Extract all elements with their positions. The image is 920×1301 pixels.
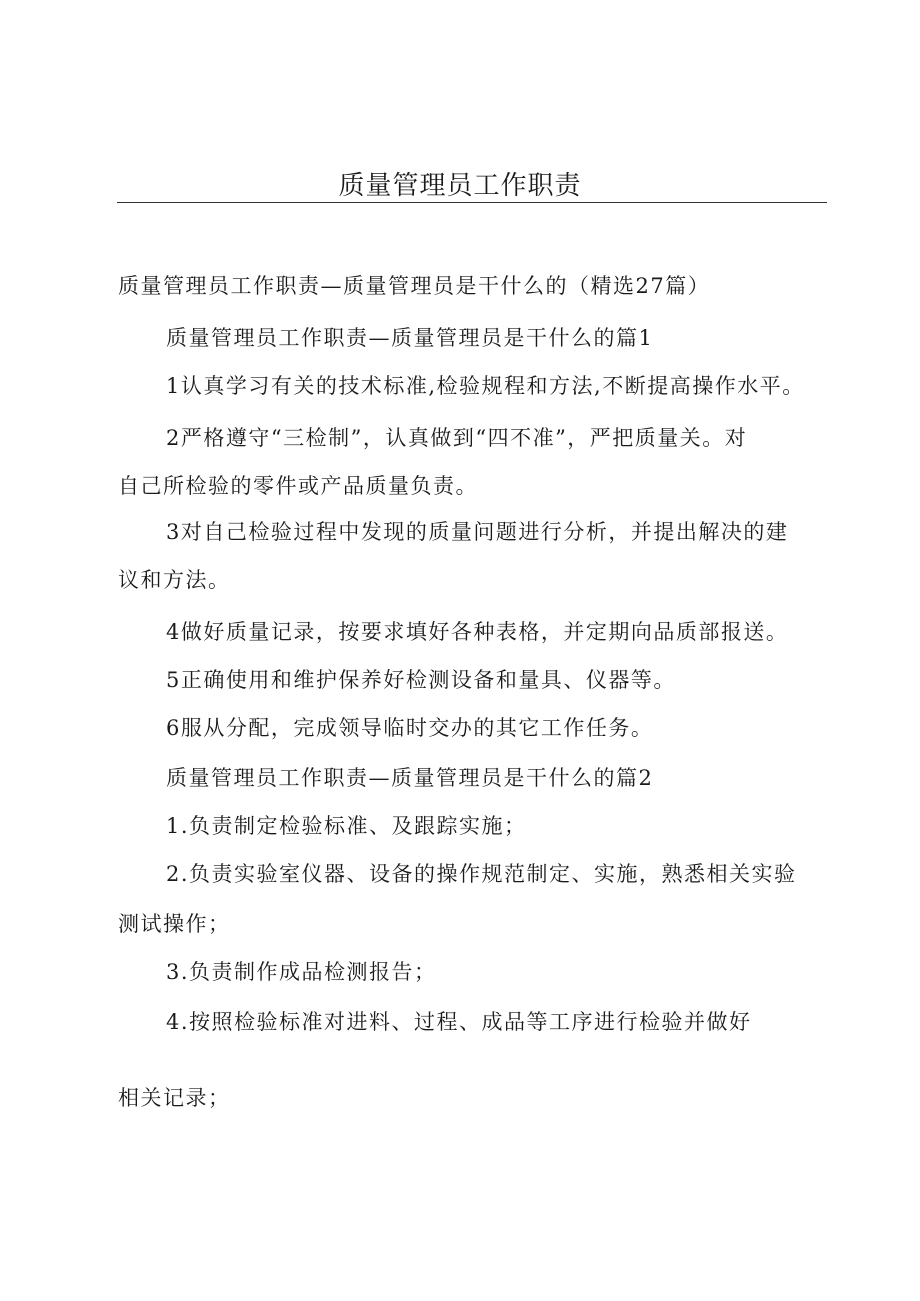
document-subtitle: 质量管理员工作职责—质量管理员是干什么的（精选27篇） bbox=[118, 274, 711, 298]
paragraph-line: 2.负责实验室仪器、设备的操作规范制定、实施，熟悉相关实验 bbox=[166, 862, 797, 886]
paragraph-line: 3.负责制作成品检测报告； bbox=[166, 960, 437, 984]
paragraph-line: 4做好质量记录，按要求填好各种表格，并定期向品质部报送。 bbox=[166, 620, 789, 644]
paragraph-line: 1认真学习有关的技术标准,检验规程和方法,不断提高操作水平。 bbox=[166, 374, 805, 398]
paragraph-line: 相关记录； bbox=[118, 1086, 231, 1110]
paragraph-line: 1.负责制定检验标准、及跟踪实施； bbox=[166, 814, 527, 838]
paragraph-line: 5正确使用和维护保养好检测设备和量具、仪器等。 bbox=[166, 668, 676, 692]
paragraph-line: 4.按照检验标准对进料、过程、成品等工序进行检验并做好 bbox=[166, 1010, 752, 1034]
section-heading: 质量管理员工作职责—质量管理员是干什么的篇1 bbox=[166, 326, 654, 350]
section-heading: 质量管理员工作职责—质量管理员是干什么的篇2 bbox=[166, 766, 654, 790]
paragraph-line: 议和方法。 bbox=[118, 568, 231, 592]
title-divider bbox=[117, 202, 827, 203]
paragraph-line: 6服从分配，完成领导临时交办的其它工作任务。 bbox=[166, 716, 654, 740]
paragraph-line: 3对自己检验过程中发现的质量问题进行分析，并提出解决的建 bbox=[166, 520, 789, 544]
document-title: 质量管理员工作职责 bbox=[338, 171, 582, 201]
paragraph-line: 2严格遵守“三检制”，认真做到“四不准”，严把质量关。对 bbox=[166, 426, 748, 450]
paragraph-line: 测试操作； bbox=[118, 912, 231, 936]
paragraph-line: 自己所检验的零件或产品质量负责。 bbox=[118, 474, 478, 498]
